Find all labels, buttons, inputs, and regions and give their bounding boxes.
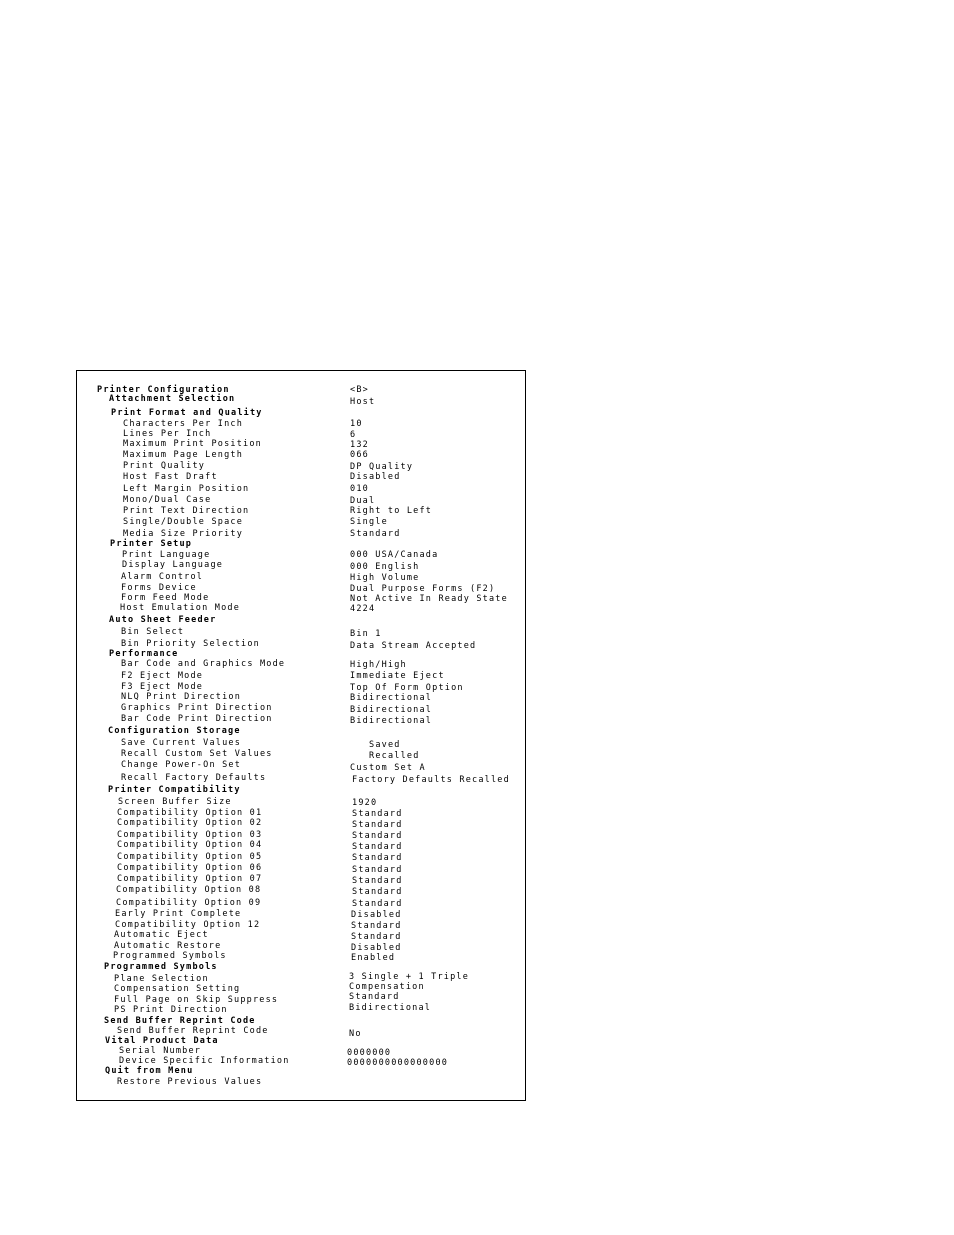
menu-label: Compatibility Option 12 (115, 920, 261, 930)
menu-value: Standard (351, 921, 402, 931)
menu-value: Standard (351, 932, 402, 942)
menu-label: Characters Per Inch (123, 419, 244, 429)
menu-value: Standard (352, 899, 403, 909)
menu-label: Attachment Selection (109, 394, 236, 404)
menu-value: 132 (350, 440, 369, 450)
menu-label: Mono/Dual Case (123, 495, 212, 505)
printer-configuration-menu-listing (76, 370, 526, 1101)
menu-label: Alarm Control (121, 572, 204, 582)
menu-label: Vital Product Data (105, 1036, 219, 1046)
menu-value: DP Quality (350, 462, 414, 472)
menu-value: Standard (352, 831, 403, 841)
menu-value: Host (350, 397, 376, 407)
menu-label: Compatibility Option 04 (117, 840, 263, 850)
menu-label: Maximum Print Position (123, 439, 262, 449)
menu-label: Change Power-On Set (121, 760, 242, 770)
menu-value: 6 (350, 430, 357, 440)
menu-value: High/High (350, 660, 407, 670)
menu-label: Host Fast Draft (123, 472, 218, 482)
menu-label: Form Feed Mode (121, 593, 210, 603)
menu-value: Disabled (351, 943, 402, 953)
menu-label: Performance (109, 649, 179, 659)
menu-label: Lines Per Inch (123, 429, 212, 439)
menu-value: Bidirectional (350, 716, 433, 726)
menu-label: Plane Selection (114, 974, 209, 984)
menu-value: 3 Single + 1 Triple (349, 972, 470, 982)
menu-value: 4224 (350, 604, 376, 614)
menu-title: Printer Configuration (97, 385, 230, 395)
menu-label: Automatic Restore (114, 941, 222, 951)
menu-value: Bin 1 (350, 629, 382, 639)
menu-label: Send Buffer Reprint Code (117, 1026, 269, 1036)
menu-value: 1920 (352, 798, 378, 808)
menu-label: Print Quality (123, 461, 206, 471)
menu-label: Programmed Symbols (104, 962, 218, 972)
menu-value: Standard (352, 887, 403, 897)
menu-value: 066 (350, 450, 369, 460)
menu-value: Bidirectional (349, 1003, 432, 1013)
menu-value: Compensation (349, 982, 425, 992)
menu-label: Full Page on Skip Suppress (114, 995, 279, 1005)
menu-label: Compensation Setting (114, 984, 241, 994)
menu-label: Bar Code Print Direction (121, 714, 273, 724)
menu-label: Compatibility Option 08 (116, 885, 262, 895)
menu-value: Standard (352, 865, 403, 875)
menu-label: Restore Previous Values (117, 1077, 263, 1087)
menu-value: Disabled (350, 472, 401, 482)
menu-value: Not Active In Ready State (350, 594, 508, 604)
menu-value: 000 USA/Canada (350, 550, 439, 560)
menu-value: Enabled (351, 953, 396, 963)
menu-label: Recall Custom Set Values (121, 749, 273, 759)
menu-value: Saved (369, 740, 401, 750)
menu-label: Serial Number (119, 1046, 202, 1056)
menu-label: F3 Eject Mode (121, 682, 204, 692)
menu-value: Standard (352, 876, 403, 886)
menu-label: Recall Factory Defaults (121, 773, 267, 783)
menu-label: Programmed Symbols (113, 951, 227, 961)
menu-value: 010 (350, 484, 369, 494)
menu-label: Automatic Eject (114, 930, 209, 940)
menu-label: Printer Setup (110, 539, 193, 549)
menu-label: Early Print Complete (115, 909, 242, 919)
menu-value: 000 English (350, 562, 420, 572)
menu-label: Compatibility Option 02 (117, 818, 263, 828)
menu-value: 0000000 (347, 1048, 392, 1058)
menu-label: Screen Buffer Size (118, 797, 232, 807)
menu-value: 0000000000000000 (347, 1058, 449, 1068)
menu-label: Compatibility Option 05 (117, 852, 263, 862)
menu-value: Standard (350, 529, 401, 539)
menu-value: Standard (352, 809, 403, 819)
menu-label: Host Emulation Mode (120, 603, 241, 613)
menu-value: Custom Set A (350, 763, 426, 773)
menu-value: Bidirectional (350, 693, 433, 703)
menu-value: Right to Left (350, 506, 433, 516)
menu-value: Standard (349, 992, 400, 1002)
menu-value: Disabled (351, 910, 402, 920)
menu-label: Print Text Direction (123, 506, 250, 516)
menu-label: Single/Double Space (123, 517, 244, 527)
menu-value: Data Stream Accepted (350, 641, 477, 651)
menu-value: Standard (352, 820, 403, 830)
menu-label: Quit from Menu (105, 1066, 194, 1076)
menu-label: Device Specific Information (119, 1056, 290, 1066)
menu-label: Auto Sheet Feeder (109, 615, 217, 625)
menu-label: Display Language (122, 560, 224, 570)
menu-label: Compatibility Option 01 (117, 808, 263, 818)
menu-value: Top Of Form Option (350, 683, 464, 693)
menu-value: Dual (350, 496, 376, 506)
menu-label: Left Margin Position (123, 484, 250, 494)
menu-label: Bin Priority Selection (121, 639, 260, 649)
menu-label: F2 Eject Mode (121, 671, 204, 681)
menu-label: Compatibility Option 03 (117, 830, 263, 840)
menu-label: Compatibility Option 07 (117, 874, 263, 884)
menu-value: Standard (352, 853, 403, 863)
menu-label: Print Language (122, 550, 211, 560)
menu-label: Forms Device (121, 583, 197, 593)
menu-label: PS Print Direction (114, 1005, 228, 1015)
menu-value: Dual Purpose Forms (F2) (350, 584, 496, 594)
menu-label: Save Current Values (121, 738, 242, 748)
menu-label: Configuration Storage (108, 726, 241, 736)
menu-label: Compatibility Option 06 (117, 863, 263, 873)
menu-label: Bin Select (121, 627, 185, 637)
menu-label: NLQ Print Direction (121, 692, 242, 702)
menu-label: Bar Code and Graphics Mode (121, 659, 286, 669)
menu-label: Send Buffer Reprint Code (104, 1016, 256, 1026)
menu-label: Compatibility Option 09 (116, 898, 262, 908)
menu-value: Recalled (369, 751, 420, 761)
menu-value: Factory Defaults Recalled (352, 775, 510, 785)
menu-label: Print Format and Quality (111, 408, 263, 418)
menu-label: Media Size Priority (123, 529, 244, 539)
menu-value: 10 (350, 419, 363, 429)
menu-label: Printer Compatibility (108, 785, 241, 795)
menu-value: Standard (352, 842, 403, 852)
menu-value: Bidirectional (350, 705, 433, 715)
menu-value: No (349, 1029, 362, 1039)
menu-value: Immediate Eject (350, 671, 445, 681)
menu-label: Maximum Page Length (123, 450, 244, 460)
menu-value: High Volume (350, 573, 420, 583)
menu-value: Single (350, 517, 388, 527)
menu-label: Graphics Print Direction (121, 703, 273, 713)
menu-title-value: <B> (350, 385, 369, 395)
